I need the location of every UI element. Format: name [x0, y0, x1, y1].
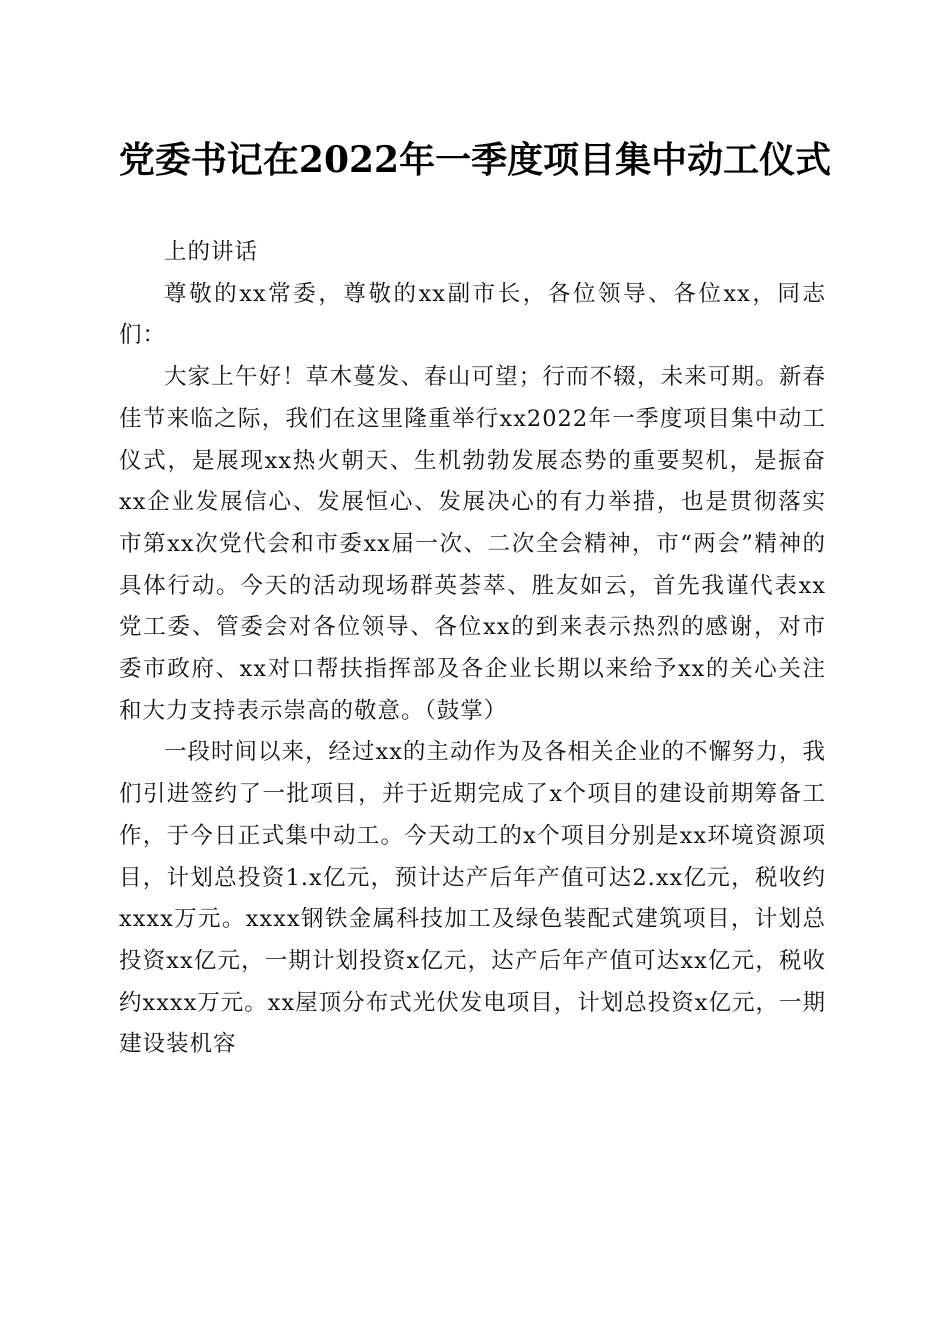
paragraph-projects: 一段时间以来，经过xx的主动作为及各相关企业的不懈努力，我们引进签约了一批项目，并于近期完成了x个项目的建设前期筹备工作，于今日正式集中动工。今天动工的x个项目分别是xx环境资源项目，计划总投资1.x亿元，预计达产后年产值可达2.xx亿元，税收约xxxx万元。xxxx钢铁金属科技加工及绿色装配式建筑项目，计划总投资xx亿元，一期计划投资x亿元，达产后年产值可达xx亿元，税收约xxxx万元。xx屋顶分布式光伏发电项目，计划总投资x亿元，一期建设装机容 — [119, 739, 826, 1058]
document-title: 党委书记在2022年一季度项目集中动工仪式 — [118, 139, 832, 181]
paragraph-greeting: 大家上午好！草木蔓发、春山可望；行而不辍，未来可期。新春佳节来临之际，我们在这里隆重举行xx2022年一季度项目集中动工仪式，是展现xx热火朝天、生机勃勃发展态势的重要契机，是振奋xx企业发展信心、发展恒心、发展决心的有力举措，也是贯彻落实市第xx次党代会和市委xx届一次、二次全会精神，市“两会”精神的具体行动。今天的活动现场群英荟萃、胜友如云，首先我谨代表xx党工委、管委会对各位领导、各位xx的到来表示热烈的感谢，对市委市政府、xx对口帮扶指挥部及各企业长期以来给予xx的关心关注和大力支持表示崇高的敬意。（鼓掌） — [119, 364, 826, 724]
document-body — [119, 232, 826, 1066]
paragraph-subtitle: 上的讲话 — [164, 239, 259, 265]
paragraph-salutation: 尊敬的xx常委，尊敬的xx副市长，各位领导、各位xx，同志们： — [119, 280, 826, 349]
